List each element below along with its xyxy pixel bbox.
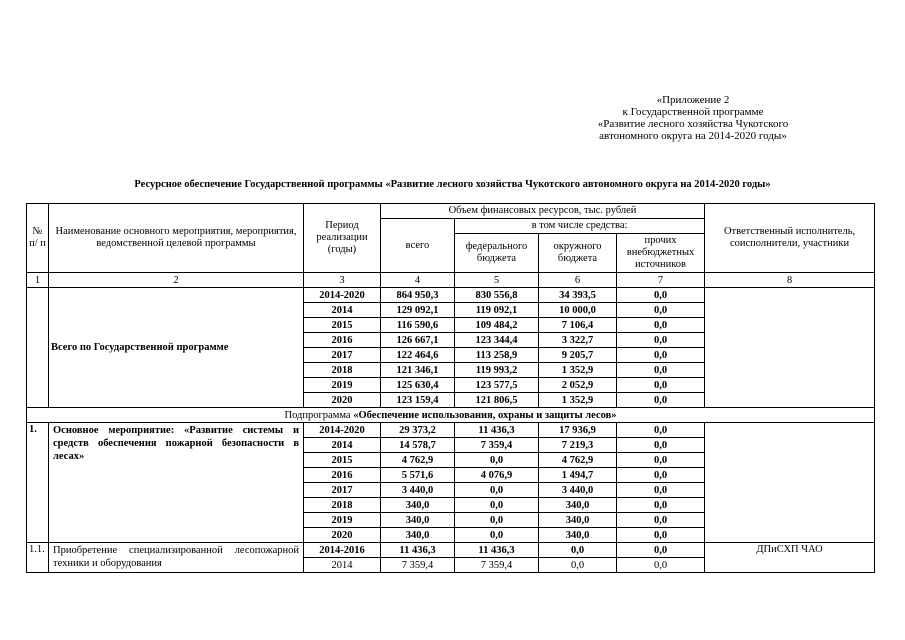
activity11-label: Приобретение специализированной лесопожарной техники и оборудования <box>49 543 304 573</box>
period-cell: 2014-2020 <box>304 423 381 438</box>
federal-cell: 121 806,5 <box>455 393 539 408</box>
district-cell: 1 494,7 <box>539 468 617 483</box>
total-num-cell <box>27 288 49 408</box>
colnum-7: 7 <box>617 273 705 288</box>
period-cell: 2014-2020 <box>304 288 381 303</box>
federal-cell: 109 484,2 <box>455 318 539 333</box>
federal-cell: 123 577,5 <box>455 378 539 393</box>
activity11-responsible: ДПиСХП ЧАО <box>705 543 875 573</box>
total-cell: 116 590,6 <box>381 318 455 333</box>
header-num: № п/ п <box>27 204 49 273</box>
district-cell: 340,0 <box>539 513 617 528</box>
federal-cell: 4 076,9 <box>455 468 539 483</box>
total-cell: 129 092,1 <box>381 303 455 318</box>
district-cell: 2 052,9 <box>539 378 617 393</box>
total-cell: 3 440,0 <box>381 483 455 498</box>
federal-cell: 7 359,4 <box>455 558 539 573</box>
period-cell: 2019 <box>304 378 381 393</box>
activity11-num: 1.1. <box>27 543 49 573</box>
header-including: в том числе средства: <box>455 219 705 234</box>
district-cell: 0,0 <box>539 558 617 573</box>
other-cell: 0,0 <box>617 363 705 378</box>
district-cell: 3 440,0 <box>539 483 617 498</box>
appendix-line-1: «Приложение 2 <box>656 94 730 106</box>
total-label: Всего по Государственной программе <box>49 288 304 408</box>
federal-cell: 119 092,1 <box>455 303 539 318</box>
subprogram-prefix: Подпрограмма <box>284 409 354 421</box>
federal-cell: 11 436,3 <box>455 543 539 558</box>
district-cell: 340,0 <box>539 528 617 543</box>
other-cell: 0,0 <box>617 288 705 303</box>
appendix-line-3: «Развитие лесного хозяйства Чукотского <box>597 118 789 130</box>
column-numbers-row <box>27 273 875 288</box>
activity1-num: 1. <box>27 423 49 543</box>
total-cell: 340,0 <box>381 513 455 528</box>
federal-cell: 113 258,9 <box>455 348 539 363</box>
total-cell: 340,0 <box>381 498 455 513</box>
table-row <box>27 543 875 558</box>
appendix-line-2: к Государственной программе <box>622 106 764 118</box>
federal-cell: 119 993,2 <box>455 363 539 378</box>
period-cell: 2018 <box>304 363 381 378</box>
federal-cell: 830 556,8 <box>455 288 539 303</box>
activity1-label: Основное мероприятие: «Развитие системы и средств обеспечения пожарной безопасности в лесах» <box>49 423 304 543</box>
total-cell: 29 373,2 <box>381 423 455 438</box>
total-cell: 14 578,7 <box>381 438 455 453</box>
header-district: окружного бюджета <box>539 234 617 273</box>
appendix-line-4: автономного округа на 2014-2020 годы» <box>599 130 787 142</box>
period-cell: 2016 <box>304 333 381 348</box>
header-responsible: Ответственный исполнитель, соисполнители, участники <box>705 204 875 273</box>
period-cell: 2014 <box>304 438 381 453</box>
subprogram-name: «Обеспечение использования, охраны и защиты лесов» <box>353 409 617 421</box>
other-cell: 0,0 <box>617 303 705 318</box>
other-cell: 0,0 <box>617 333 705 348</box>
document-title: Ресурсное обеспечение Государственной программы «Развитие лесного хозяйства Чукотского автономного округа на 2014-2020 годы» <box>134 179 771 190</box>
district-cell: 0,0 <box>539 543 617 558</box>
colnum-2: 2 <box>49 273 304 288</box>
federal-cell: 7 359,4 <box>455 438 539 453</box>
total-cell: 864 950,3 <box>381 288 455 303</box>
total-cell: 7 359,4 <box>381 558 455 573</box>
header-federal: федерального бюджета <box>455 234 539 273</box>
appendix-note <box>560 94 826 142</box>
district-cell: 1 352,9 <box>539 393 617 408</box>
other-cell: 0,0 <box>617 393 705 408</box>
period-cell: 2015 <box>304 453 381 468</box>
period-cell: 2018 <box>304 498 381 513</box>
total-cell: 126 667,1 <box>381 333 455 348</box>
district-cell: 340,0 <box>539 498 617 513</box>
header-volume: Объем финансовых ресурсов, тыс. рублей <box>381 204 705 219</box>
total-cell: 4 762,9 <box>381 453 455 468</box>
activity1-responsible-cell <box>705 423 875 543</box>
federal-cell: 11 436,3 <box>455 423 539 438</box>
other-cell: 0,0 <box>617 348 705 363</box>
federal-cell: 0,0 <box>455 453 539 468</box>
header-other: прочих внебюджетных источников <box>617 234 705 273</box>
other-cell: 0,0 <box>617 378 705 393</box>
total-cell: 122 464,6 <box>381 348 455 363</box>
colnum-6: 6 <box>539 273 617 288</box>
district-cell: 3 322,7 <box>539 333 617 348</box>
other-cell: 0,0 <box>617 438 705 453</box>
colnum-5: 5 <box>455 273 539 288</box>
total-cell: 121 346,1 <box>381 363 455 378</box>
district-cell: 4 762,9 <box>539 453 617 468</box>
colnum-8: 8 <box>705 273 875 288</box>
other-cell: 0,0 <box>617 483 705 498</box>
other-cell: 0,0 <box>617 558 705 573</box>
period-cell: 2020 <box>304 528 381 543</box>
district-cell: 17 936,9 <box>539 423 617 438</box>
other-cell: 0,0 <box>617 468 705 483</box>
other-cell: 0,0 <box>617 528 705 543</box>
total-cell: 123 159,4 <box>381 393 455 408</box>
other-cell: 0,0 <box>617 513 705 528</box>
subprogram-cell <box>27 408 875 423</box>
period-cell: 2017 <box>304 483 381 498</box>
period-cell: 2020 <box>304 393 381 408</box>
subprogram-row <box>27 408 875 423</box>
federal-cell: 0,0 <box>455 483 539 498</box>
federal-cell: 0,0 <box>455 498 539 513</box>
total-cell: 11 436,3 <box>381 543 455 558</box>
table-row <box>27 288 875 303</box>
district-cell: 1 352,9 <box>539 363 617 378</box>
colnum-1: 1 <box>27 273 49 288</box>
period-cell: 2014-2016 <box>304 543 381 558</box>
total-cell: 5 571,6 <box>381 468 455 483</box>
federal-cell: 123 344,4 <box>455 333 539 348</box>
other-cell: 0,0 <box>617 453 705 468</box>
period-cell: 2014 <box>304 558 381 573</box>
period-cell: 2019 <box>304 513 381 528</box>
header-total: всего <box>381 219 455 273</box>
district-cell: 7 219,3 <box>539 438 617 453</box>
header-row-1 <box>27 204 875 219</box>
total-cell: 125 630,4 <box>381 378 455 393</box>
other-cell: 0,0 <box>617 498 705 513</box>
resource-table <box>26 203 875 573</box>
period-cell: 2014 <box>304 303 381 318</box>
header-period: Период реализации (годы) <box>304 204 381 273</box>
header-name: Наименование основного мероприятия, мероприятия, ведомственной целевой программы <box>49 204 304 273</box>
period-cell: 2015 <box>304 318 381 333</box>
district-cell: 34 393,5 <box>539 288 617 303</box>
colnum-3: 3 <box>304 273 381 288</box>
district-cell: 9 205,7 <box>539 348 617 363</box>
district-cell: 7 106,4 <box>539 318 617 333</box>
total-cell: 340,0 <box>381 528 455 543</box>
other-cell: 0,0 <box>617 423 705 438</box>
table-row <box>27 423 875 438</box>
federal-cell: 0,0 <box>455 513 539 528</box>
district-cell: 10 000,0 <box>539 303 617 318</box>
other-cell: 0,0 <box>617 318 705 333</box>
period-cell: 2017 <box>304 348 381 363</box>
period-cell: 2016 <box>304 468 381 483</box>
total-responsible-cell <box>705 288 875 408</box>
federal-cell: 0,0 <box>455 528 539 543</box>
colnum-4: 4 <box>381 273 455 288</box>
other-cell: 0,0 <box>617 543 705 558</box>
